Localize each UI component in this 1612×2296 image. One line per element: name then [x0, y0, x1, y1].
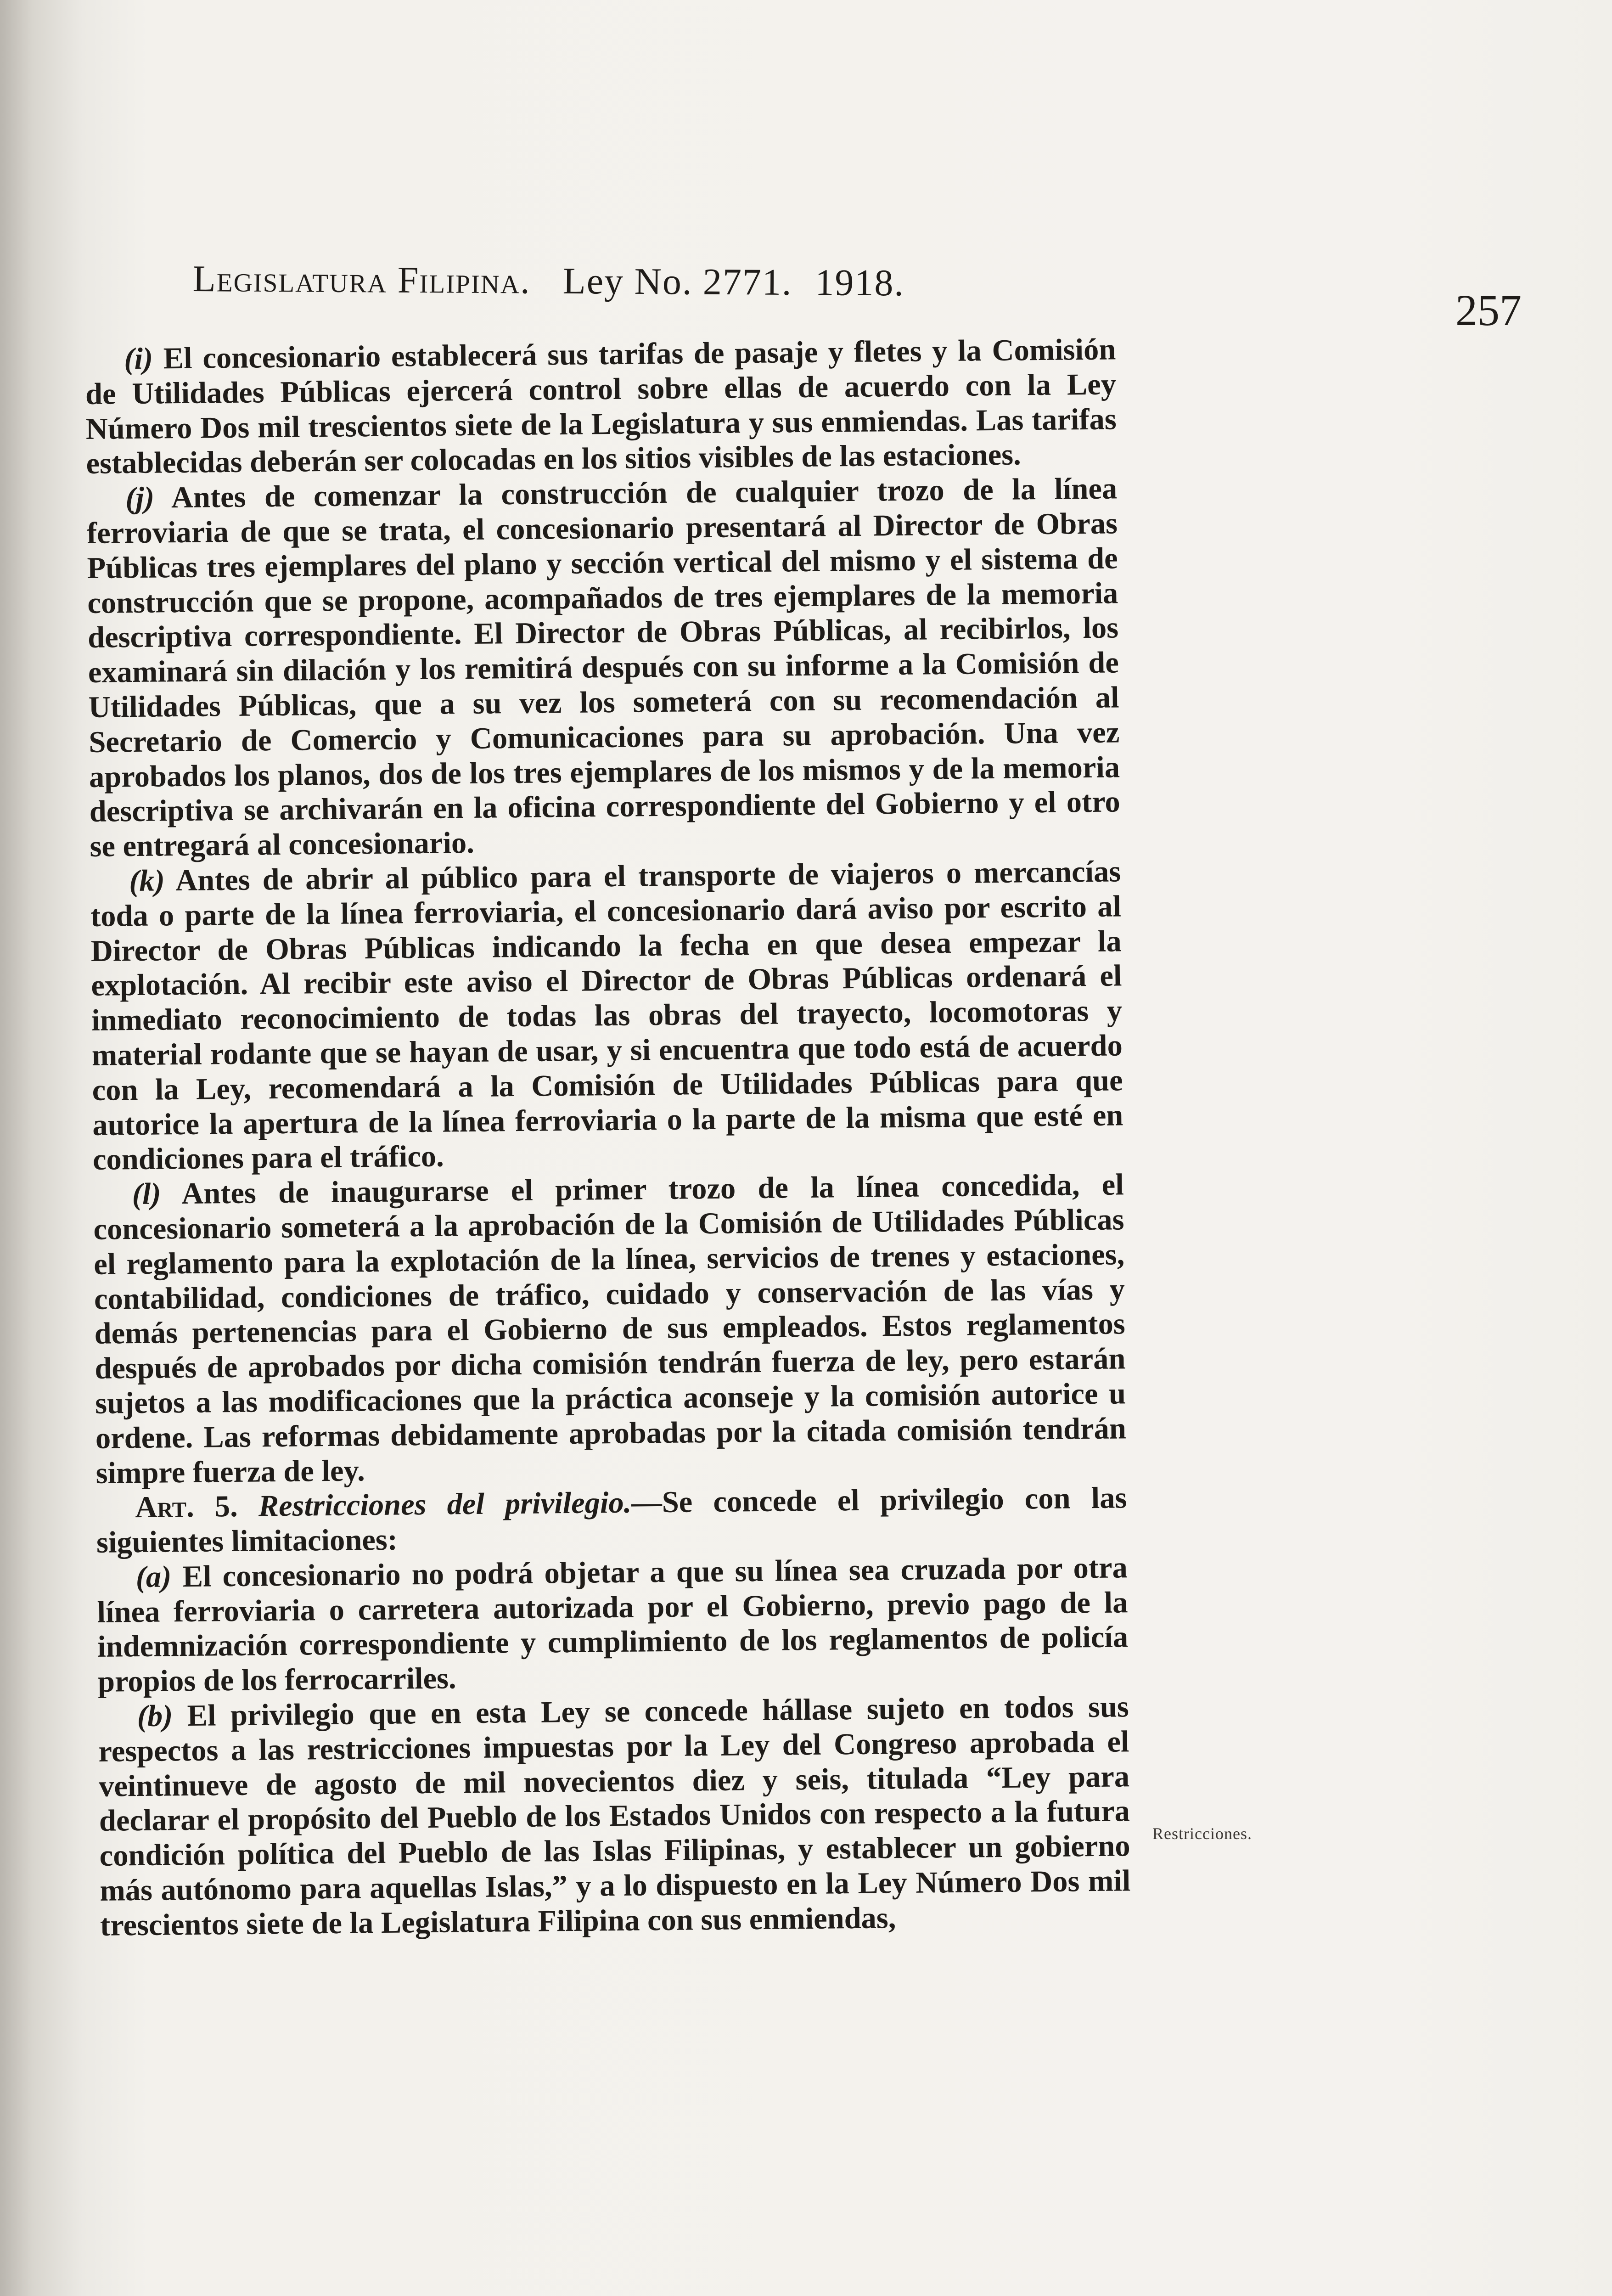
law-year: 1918.	[815, 261, 905, 304]
paragraph-text: El privilegio que en esta Ley se concede hállase sujeto en todos sus respectos a las restricciones impuestas por la Ley del Congreso aprobada el veintinueve de agosto de mil novecientos diez y seis, titulada “Ley para declarar el propósito del Pueblo de los Estados Unidos con respecto a la futura condición política del Pueblo de las Islas Filipinas, y establecer un gobierno más autónomo para aquellas Islas,” y a lo dispuesto en la Ley Número Dos mil trescientos siete de la Legislatura Filipina con sus enmiendas,	[98, 1690, 1131, 1942]
paragraph-text: El concesionario establecerá sus tarifas de pasaje y fletes y la Comisión de Utilidades Públicas ejercerá control sobre ellas de acuerdo con la Ley Número Dos mil trescientos siete de la Legislatura y sus enmiendas. Las tarifas establecidas deberán ser colocadas en los sitios visibles de las estaciones.	[85, 332, 1117, 481]
paragraph-l	[93, 1167, 1126, 1491]
paragraph-text: Antes de inaugurarse el primer trozo de la línea concedida, el concesionario someterá a la aprobación de la Comisión de Utilidades Públicas el reglamento para la explotación de la línea, servicios de trenes y estaciones, contabilidad, condiciones de tráfico, cuidado y conservación de las vías y demás pertenencias para el Gobierno de sus empleados. Estos reglamentos después de aprobados por dicha comisión tendrán fuerza de ley, pero estarán sujetos a las modificaciones que la práctica aconseje y la comisión autorice u ordene. Las reformas debidamente aprobadas por la citada comisión tendrán simpre fuerza de ley.	[93, 1168, 1127, 1490]
running-header	[192, 257, 1387, 324]
paragraph-label: (k)	[129, 864, 165, 898]
article-number: Art. 5.	[135, 1490, 238, 1525]
paragraph-k	[90, 854, 1123, 1177]
article-text: —Se concede el privilegio con las siguientes limitaciones:	[96, 1481, 1127, 1559]
paragraph-label: (i)	[124, 342, 153, 376]
paragraph-j	[86, 472, 1121, 864]
article-heading: Restricciones del privilegio.	[258, 1486, 632, 1523]
paragraph-b	[98, 1689, 1131, 1943]
margin-note: Restricciones.	[1152, 1824, 1252, 1843]
paragraph-a	[96, 1550, 1129, 1699]
paragraph-i	[85, 332, 1117, 481]
law-number: Ley No. 2771.	[562, 259, 792, 303]
running-title: Legislatura Filipina.	[192, 258, 531, 302]
paragraph-label: (b)	[137, 1699, 173, 1733]
body-text	[85, 332, 1131, 1943]
article-5	[96, 1481, 1127, 1560]
paragraph-text: Antes de comenzar la construcción de cualquier trozo de la línea ferroviaria de que se trata, el concesionario presentará al Director de Obras Públicas tres ejemplares del plano y sección vertical del mismo y el sistema de construcción que se propone, acompañados de tres ejemplares de la memoria descriptiva correspondiente. El Director de Obras Públicas, al recibirlos, los examinará sin dilación y los remitirá después con su informe a la Comisión de Utilidades Públicas, que a su vez los someterá con su recomendación al Secretario de Comercio y Comunicaciones para su aprobación. Una vez aprobados los planos, dos de los tres ejemplares de los mismos y de la memoria descriptiva se archivarán en la oficina correspondiente del Gobierno y el otro se entregará al concesionario.	[86, 472, 1121, 864]
paragraph-label: (l)	[132, 1177, 161, 1211]
page-number: 257	[1455, 286, 1522, 335]
paragraph-label: (a)	[135, 1560, 172, 1594]
paragraph-text: Antes de abrir al público para el transporte de viajeros o mercancías toda o parte de la línea ferroviaria, el concesionario dará aviso por escrito al Director de Obras Públicas indicando la fecha en que desea empezar la explotación. Al recibir este aviso el Director de Obras Públicas ordenará el inmediato reconocimiento de todas las obras del trayecto, locomotoras y material rodante que se hayan de usar, y si encuentra que todo está de acuerdo con la Ley, recomendará a la Comisión de Utilidades Públicas para que autorice la apertura de la línea ferroviaria o la parte de la misma que esté en condiciones para el tráfico.	[90, 855, 1123, 1177]
paragraph-text: El concesionario no podrá objetar a que su línea sea cruzada por otra línea ferroviaria o carretera autorizada por el Gobierno, previo pago de la indemnización correspondiente y cumplimiento de los reglamentos de policía propios de los ferrocarriles.	[97, 1551, 1129, 1699]
paragraph-label: (j)	[125, 481, 155, 515]
